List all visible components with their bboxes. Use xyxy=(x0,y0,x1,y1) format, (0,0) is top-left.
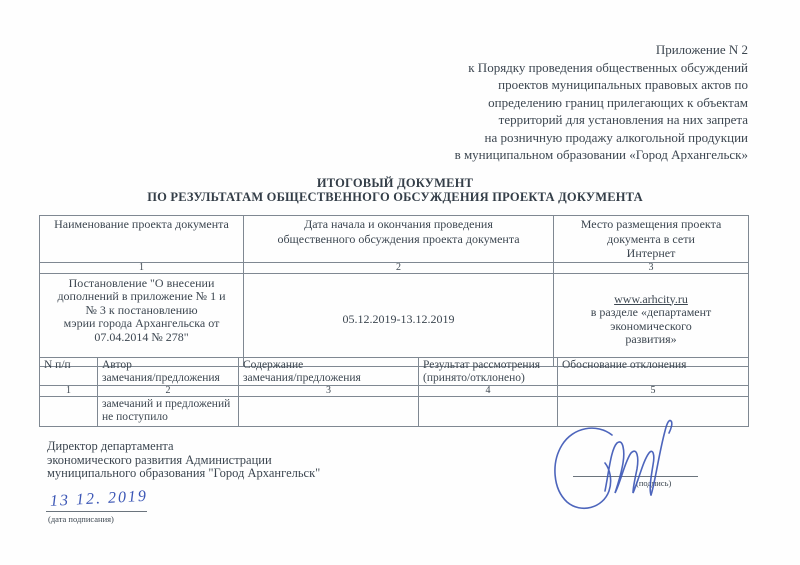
column-number: 5 xyxy=(558,386,749,397)
header-text: Дата начала и окончания проведения xyxy=(304,217,493,231)
annex-line: на розничную продажу алкогольной продукции xyxy=(484,129,748,145)
handwritten-date: 13 12. 2019 xyxy=(49,487,149,510)
header-text: Содержание xyxy=(243,359,304,371)
header-text: Обоснование отклонения xyxy=(562,359,687,371)
page-title xyxy=(39,177,751,204)
header-text: (принято/отклонено) xyxy=(423,371,525,384)
project-discussion-table xyxy=(39,215,749,367)
column-number: 2 xyxy=(98,386,239,397)
header-text: общественного обсуждения проекта документа xyxy=(277,231,520,246)
column-number: 1 xyxy=(40,262,244,273)
cell-line: 07.04.2014 № 278" xyxy=(94,329,189,344)
author-cell xyxy=(98,397,239,427)
table2-header-content xyxy=(239,358,419,386)
empty-cell xyxy=(40,397,98,427)
header-text: замечания/предложения xyxy=(102,371,220,384)
discussion-dates-cell xyxy=(244,273,554,366)
signature-caption: (подпись) xyxy=(636,478,672,488)
cell-line: дополнений в приложение № 1 и xyxy=(57,289,226,303)
header-text: замечания/предложения xyxy=(243,371,361,384)
header-text: Интернет xyxy=(626,246,676,260)
annex-line: проектов муниципальных правовых актов по xyxy=(498,77,748,92)
header-text: Результат рассмотрения xyxy=(423,359,541,371)
column-number: 3 xyxy=(239,386,419,397)
date-range: 05.12.2019-13.12.2019 xyxy=(342,311,455,326)
cell-line: мэрии города Архангельска от xyxy=(63,316,220,330)
date-caption: (дата подписания) xyxy=(48,514,114,524)
project-name-cell xyxy=(40,273,244,366)
table2-header-result xyxy=(419,358,558,386)
table2-header-number xyxy=(40,358,98,386)
date-signature-line xyxy=(46,511,147,512)
annex-line: Приложение N 2 xyxy=(655,42,748,57)
table2-header-justification xyxy=(558,358,749,386)
cell-line: № 3 к постановлению xyxy=(85,302,198,317)
table1-number-row xyxy=(40,262,749,273)
annex-line: определению границ прилегающих к объектам xyxy=(488,94,748,110)
placement-cell xyxy=(554,273,749,366)
title-line-2: ПО РЕЗУЛЬТАТАМ ОБЩЕСТВЕННОГО ОБСУЖДЕНИЯ ПРОЕКТА ДОКУМЕНТА xyxy=(147,189,643,204)
cell-line: замечаний и предложений xyxy=(102,398,231,410)
annex-line: территорий для установления на них запрета xyxy=(498,112,748,127)
empty-cell xyxy=(419,397,558,427)
annex-line: в муниципальном образовании «Город Архангельск» xyxy=(454,147,748,162)
header-text: Место размещения проекта документа в сети xyxy=(580,217,722,246)
header-text: N п/п xyxy=(44,359,71,371)
column-number: 4 xyxy=(419,386,558,397)
signer-line: экономического развития Администрации xyxy=(47,452,272,467)
cell-line: не поступило xyxy=(102,410,168,423)
header-text: Наименование проекта документа xyxy=(54,217,229,231)
signer-position-block xyxy=(47,440,320,481)
signer-line: муниципального образования "Город Архангельск" xyxy=(47,466,321,480)
cell-line: в разделе «департамент экономического xyxy=(590,305,712,333)
annex-line: к Порядку проведения общественных обсуждений xyxy=(468,59,748,75)
table1-header-placement xyxy=(554,216,749,263)
table2-header-author xyxy=(98,358,239,386)
table1-header-project-name xyxy=(40,216,244,263)
column-number: 1 xyxy=(40,386,98,397)
empty-cell xyxy=(239,397,419,427)
table1-header-row xyxy=(40,216,749,263)
cell-line: Постановление "О внесении xyxy=(68,275,215,290)
table2-number-row xyxy=(40,386,749,397)
table1-header-dates xyxy=(244,216,554,263)
project-url-link[interactable]: www.arhcity.ru xyxy=(614,291,688,306)
header-text: Автор xyxy=(102,359,132,371)
column-number: 2 xyxy=(244,262,554,273)
table1-data-row xyxy=(40,273,749,366)
handwritten-signature-icon xyxy=(545,413,710,518)
cell-line: развития» xyxy=(625,332,677,346)
signer-line: Директор департамента xyxy=(47,439,174,453)
table2-header-row xyxy=(40,358,749,386)
annex-reference-block xyxy=(455,41,748,164)
column-number: 3 xyxy=(554,262,749,273)
title-line-1: ИТОГОВЫЙ ДОКУМЕНТ xyxy=(316,176,474,190)
